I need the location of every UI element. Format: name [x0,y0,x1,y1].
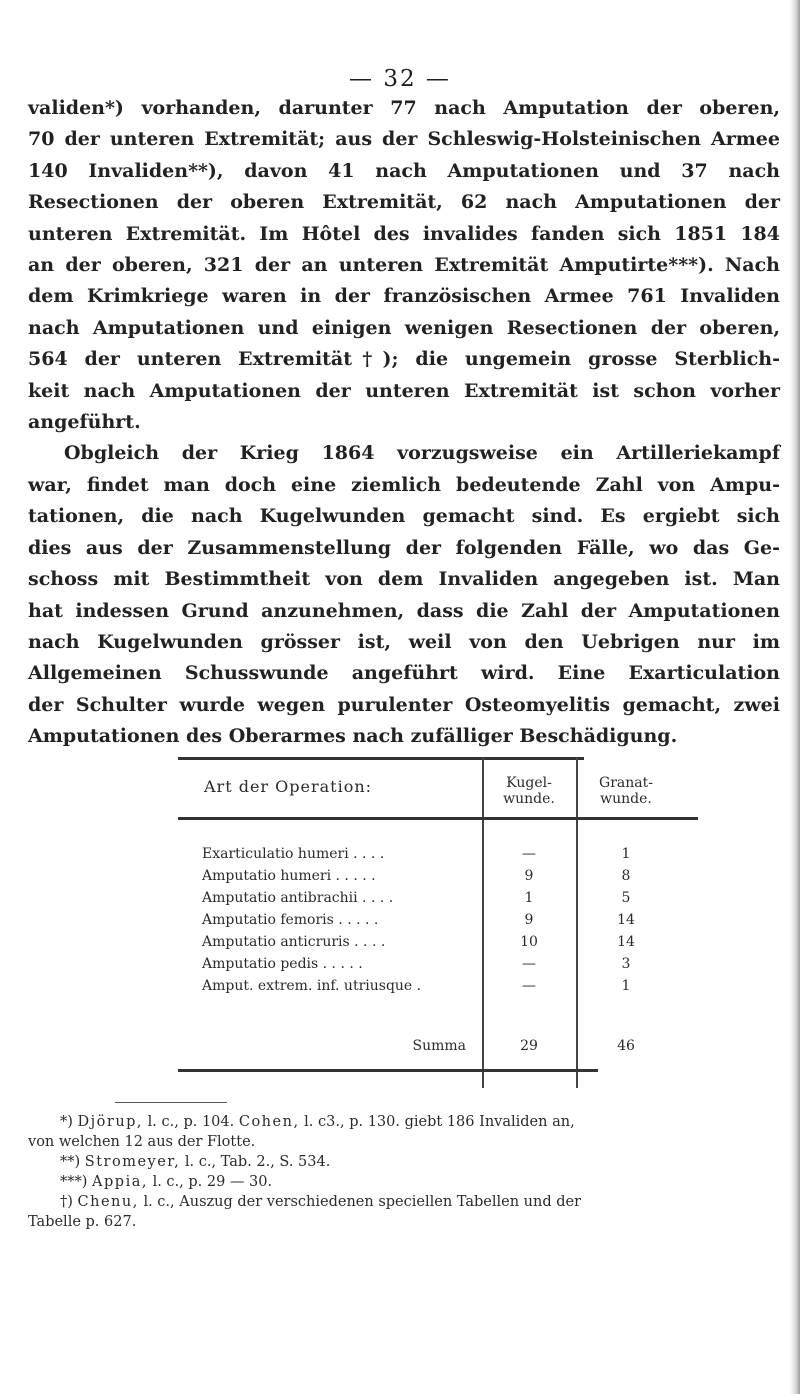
table-row [178,911,698,930]
text-line: an der oberen, 321 der an unteren Extremität Amputirte***). Nach [28,254,780,277]
table-row [178,955,698,974]
footnote-mark: *) [60,1114,73,1130]
text-line: validen*) vorhanden, darunter 77 nach Amputation der oberen, [28,97,780,119]
row-granat: 3 [621,956,631,972]
body-text [28,93,780,753]
row-granat: 14 [617,912,635,928]
header-kugel-line2: wunde. [503,791,555,807]
summa-kugel: 29 [520,1038,538,1054]
text-line: schoss mit Bestimmtheit von dem Invaliden angegeben ist. Man [28,568,780,591]
text-line: Resectionen der oberen Extremität, 62 nach Amputationen der [28,191,780,214]
footnote-author: Cohen, [238,1114,300,1130]
footnote-author: Chenu, [77,1194,139,1210]
row-label: Amputatio antibrachii . . . . [202,890,394,906]
page-number: — 32 — [349,66,451,92]
footnote-4-continued: Tabelle p. 627. [28,1214,137,1230]
text-line: unteren Extremität. Im Hôtel des invalides fanden sich 1851 184 [28,222,780,245]
table-top-rule [178,757,584,760]
page-edge-shadow [790,0,800,1394]
row-label: Exarticulatio humeri . . . . [202,846,385,862]
footnote-text: l. c., p. 104. [147,1114,235,1130]
table-row [178,845,698,864]
text-line: tationen, die nach Kugelwunden gemacht sind. Es ergiebt sich [28,505,780,528]
row-granat: 8 [621,868,631,884]
row-label: Amputatio pedis . . . . . [202,956,363,972]
footnote-mark: †) [60,1194,73,1210]
table-bottom-rule [178,1069,598,1072]
footnote-4 [28,1192,780,1212]
text-line: der Schulter wurde wegen purulenter Osteomyelitis gemacht, zwei [28,693,780,716]
table-row [178,977,698,996]
row-kugel: 9 [524,868,534,884]
footnote-author: Djörup, [77,1114,144,1130]
footnote-author: Stromeyer, [84,1154,181,1170]
row-kugel: — [522,978,536,994]
row-kugel: — [522,846,536,862]
summa-granat: 46 [617,1038,635,1054]
text-line: war, findet man doch eine ziemlich bedeutende Zahl von Ampu- [28,473,780,496]
text-line: hat indessen Grund anzunehmen, dass die Zahl der Amputationen [28,599,780,622]
header-art: Art der Operation: [204,777,373,796]
header-granat-line1: Granat- [599,775,653,791]
row-granat: 1 [621,846,631,862]
text-line: Allgemeinen Schusswunde angeführt wird. Eine Exarticulation [28,662,780,685]
text-line: 140 Invaliden**), davon 41 nach Amputationen und 37 nach [28,159,780,182]
footnote-3 [28,1172,780,1192]
row-granat: 5 [621,890,631,906]
footnote-text: l. c., Tab. 2., S. 534. [184,1154,331,1170]
row-label: Amputatio humeri . . . . . [202,868,376,884]
table-summa-row [178,1037,698,1056]
footnote-rule [115,1102,227,1103]
header-granatwunde [578,775,674,807]
header-kugel-line1: Kugel- [506,775,552,791]
footnote-mark: **) [60,1154,81,1170]
footnote-mark: ***) [60,1174,88,1190]
row-granat: 14 [617,934,635,950]
text-line: angeführt. [28,411,141,434]
row-kugel: 10 [520,934,538,950]
footnote-author: Appia, [92,1174,148,1190]
row-label: Amputatio femoris . . . . . [202,912,379,928]
row-kugel: 1 [524,890,534,906]
row-kugel: 9 [524,912,534,928]
footnote-1 [28,1112,780,1132]
text-line: dem Krimkriege waren in der französischen Armee 761 Invaliden [28,285,780,308]
table-row [178,933,698,952]
text-line: dies aus der Zusammenstellung der folgenden Fälle, wo das Ge- [28,536,780,559]
table-header-rule [178,817,698,820]
row-label: Amput. extrem. inf. utriusque . [202,978,422,994]
table-row [178,889,698,908]
header-kugelwunde [484,775,574,807]
footnote-text: l. c., p. 29 — 30. [152,1174,273,1190]
text-line: nach Amputationen und einigen wenigen Resectionen der oberen, [28,316,780,339]
text-line: Amputationen des Oberarmes nach zufälliger Beschädigung. [28,725,678,748]
text-line: Obgleich der Krieg 1864 vorzugsweise ein Artilleriekampf [64,442,780,465]
footnote-text: l. c3., p. 130. giebt 186 Invaliden an, [304,1114,575,1130]
row-label: Amputatio anticruris . . . . [202,934,386,950]
footnote-text: l. c., Auszug der verschiedenen speciellen Tabellen und der [143,1194,582,1210]
text-line: keit nach Amputationen der unteren Extremität ist schon vorher [28,379,780,402]
summa-label: Summa [412,1038,466,1054]
footnote-1-continued: von welchen 12 aus der Flotte. [28,1134,256,1150]
row-granat: 1 [621,978,631,994]
text-line: 70 der unteren Extremität; aus der Schleswig-Holsteinischen Armee [28,128,780,151]
text-line: 564 der unteren Extremität†); die ungemein grosse Sterblich- [28,348,780,371]
header-granat-line2: wunde. [600,791,652,807]
table-row [178,867,698,886]
footnotes [28,1112,780,1232]
text-line: nach Kugelwunden grösser ist, weil von den Uebrigen nur im [28,630,780,653]
row-kugel: — [522,956,536,972]
footnote-2 [28,1152,780,1172]
